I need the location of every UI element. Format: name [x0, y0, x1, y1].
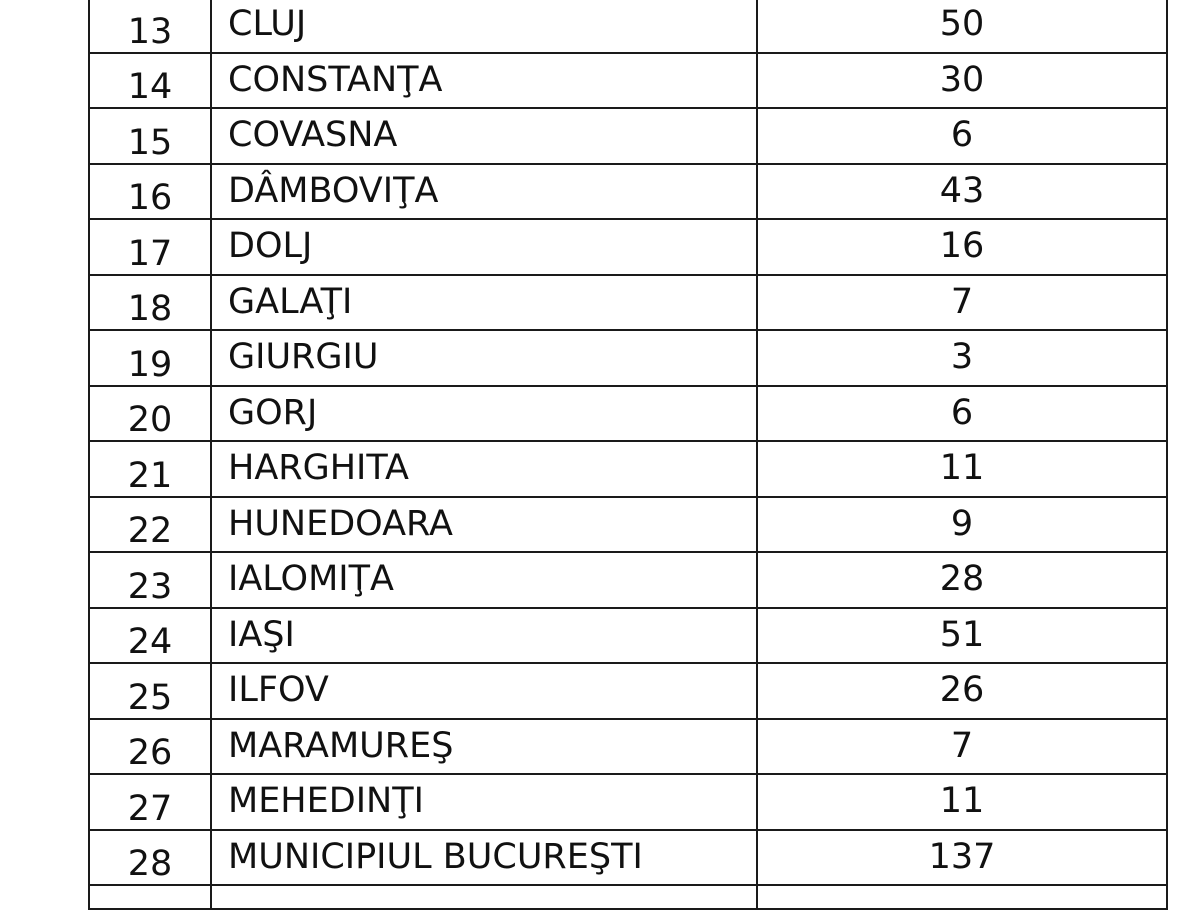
county-table-container	[88, 0, 1168, 910]
table-row	[89, 774, 1167, 830]
table-row	[89, 0, 1167, 53]
table-row	[89, 830, 1167, 886]
county-name-cell: GIURGIU	[211, 330, 757, 386]
value-cell: 3	[757, 330, 1167, 386]
value-cell: 6	[757, 108, 1167, 164]
county-name-cell: MEHEDINŢI	[211, 774, 757, 830]
county-name-cell: CONSTANŢA	[211, 53, 757, 109]
row-number-cell: 26	[89, 719, 211, 775]
value-cell: 137	[757, 830, 1167, 886]
row-number-cell: 22	[89, 497, 211, 553]
table-row	[89, 108, 1167, 164]
table-row	[89, 663, 1167, 719]
county-name-cell: MARAMUREŞ	[211, 719, 757, 775]
county-name-cell: COVASNA	[211, 108, 757, 164]
county-name-cell: IALOMIŢA	[211, 552, 757, 608]
row-number-cell: 18	[89, 275, 211, 331]
county-name-cell: HARGHITA	[211, 441, 757, 497]
table-row	[89, 164, 1167, 220]
row-number-cell: 17	[89, 219, 211, 275]
county-name-cell: DOLJ	[211, 219, 757, 275]
value-cell: 9	[757, 497, 1167, 553]
table-row	[89, 608, 1167, 664]
row-number-cell: 24	[89, 608, 211, 664]
county-name-cell: DÂMBOVIŢA	[211, 164, 757, 220]
value-cell: 11	[757, 441, 1167, 497]
row-number-cell-empty	[89, 885, 211, 909]
row-number-cell: 23	[89, 552, 211, 608]
county-name-cell: HUNEDOARA	[211, 497, 757, 553]
value-cell-empty	[757, 885, 1167, 909]
table-row	[89, 497, 1167, 553]
row-number-cell: 27	[89, 774, 211, 830]
table-row	[89, 219, 1167, 275]
row-number-cell: 14	[89, 53, 211, 109]
value-cell: 43	[757, 164, 1167, 220]
value-cell: 26	[757, 663, 1167, 719]
county-name-cell: CLUJ	[211, 0, 757, 53]
table-row	[89, 719, 1167, 775]
table-row	[89, 53, 1167, 109]
row-number-cell: 25	[89, 663, 211, 719]
county-name-cell: IAŞI	[211, 608, 757, 664]
table-row-partial	[89, 885, 1167, 909]
value-cell: 16	[757, 219, 1167, 275]
table-row	[89, 386, 1167, 442]
county-name-cell: MUNICIPIUL BUCUREŞTI	[211, 830, 757, 886]
county-name-cell-empty	[211, 885, 757, 909]
row-number-cell: 19	[89, 330, 211, 386]
value-cell: 7	[757, 275, 1167, 331]
row-number-cell: 21	[89, 441, 211, 497]
table-row	[89, 275, 1167, 331]
table-row	[89, 552, 1167, 608]
county-name-cell: GALAŢI	[211, 275, 757, 331]
county-name-cell: GORJ	[211, 386, 757, 442]
value-cell: 50	[757, 0, 1167, 53]
table-row	[89, 441, 1167, 497]
value-cell: 51	[757, 608, 1167, 664]
row-number-cell: 13	[89, 0, 211, 53]
row-number-cell: 20	[89, 386, 211, 442]
value-cell: 7	[757, 719, 1167, 775]
value-cell: 11	[757, 774, 1167, 830]
row-number-cell: 15	[89, 108, 211, 164]
row-number-cell: 28	[89, 830, 211, 886]
table-row	[89, 330, 1167, 386]
county-name-cell: ILFOV	[211, 663, 757, 719]
value-cell: 28	[757, 552, 1167, 608]
county-table	[88, 0, 1168, 910]
value-cell: 30	[757, 53, 1167, 109]
row-number-cell: 16	[89, 164, 211, 220]
value-cell: 6	[757, 386, 1167, 442]
